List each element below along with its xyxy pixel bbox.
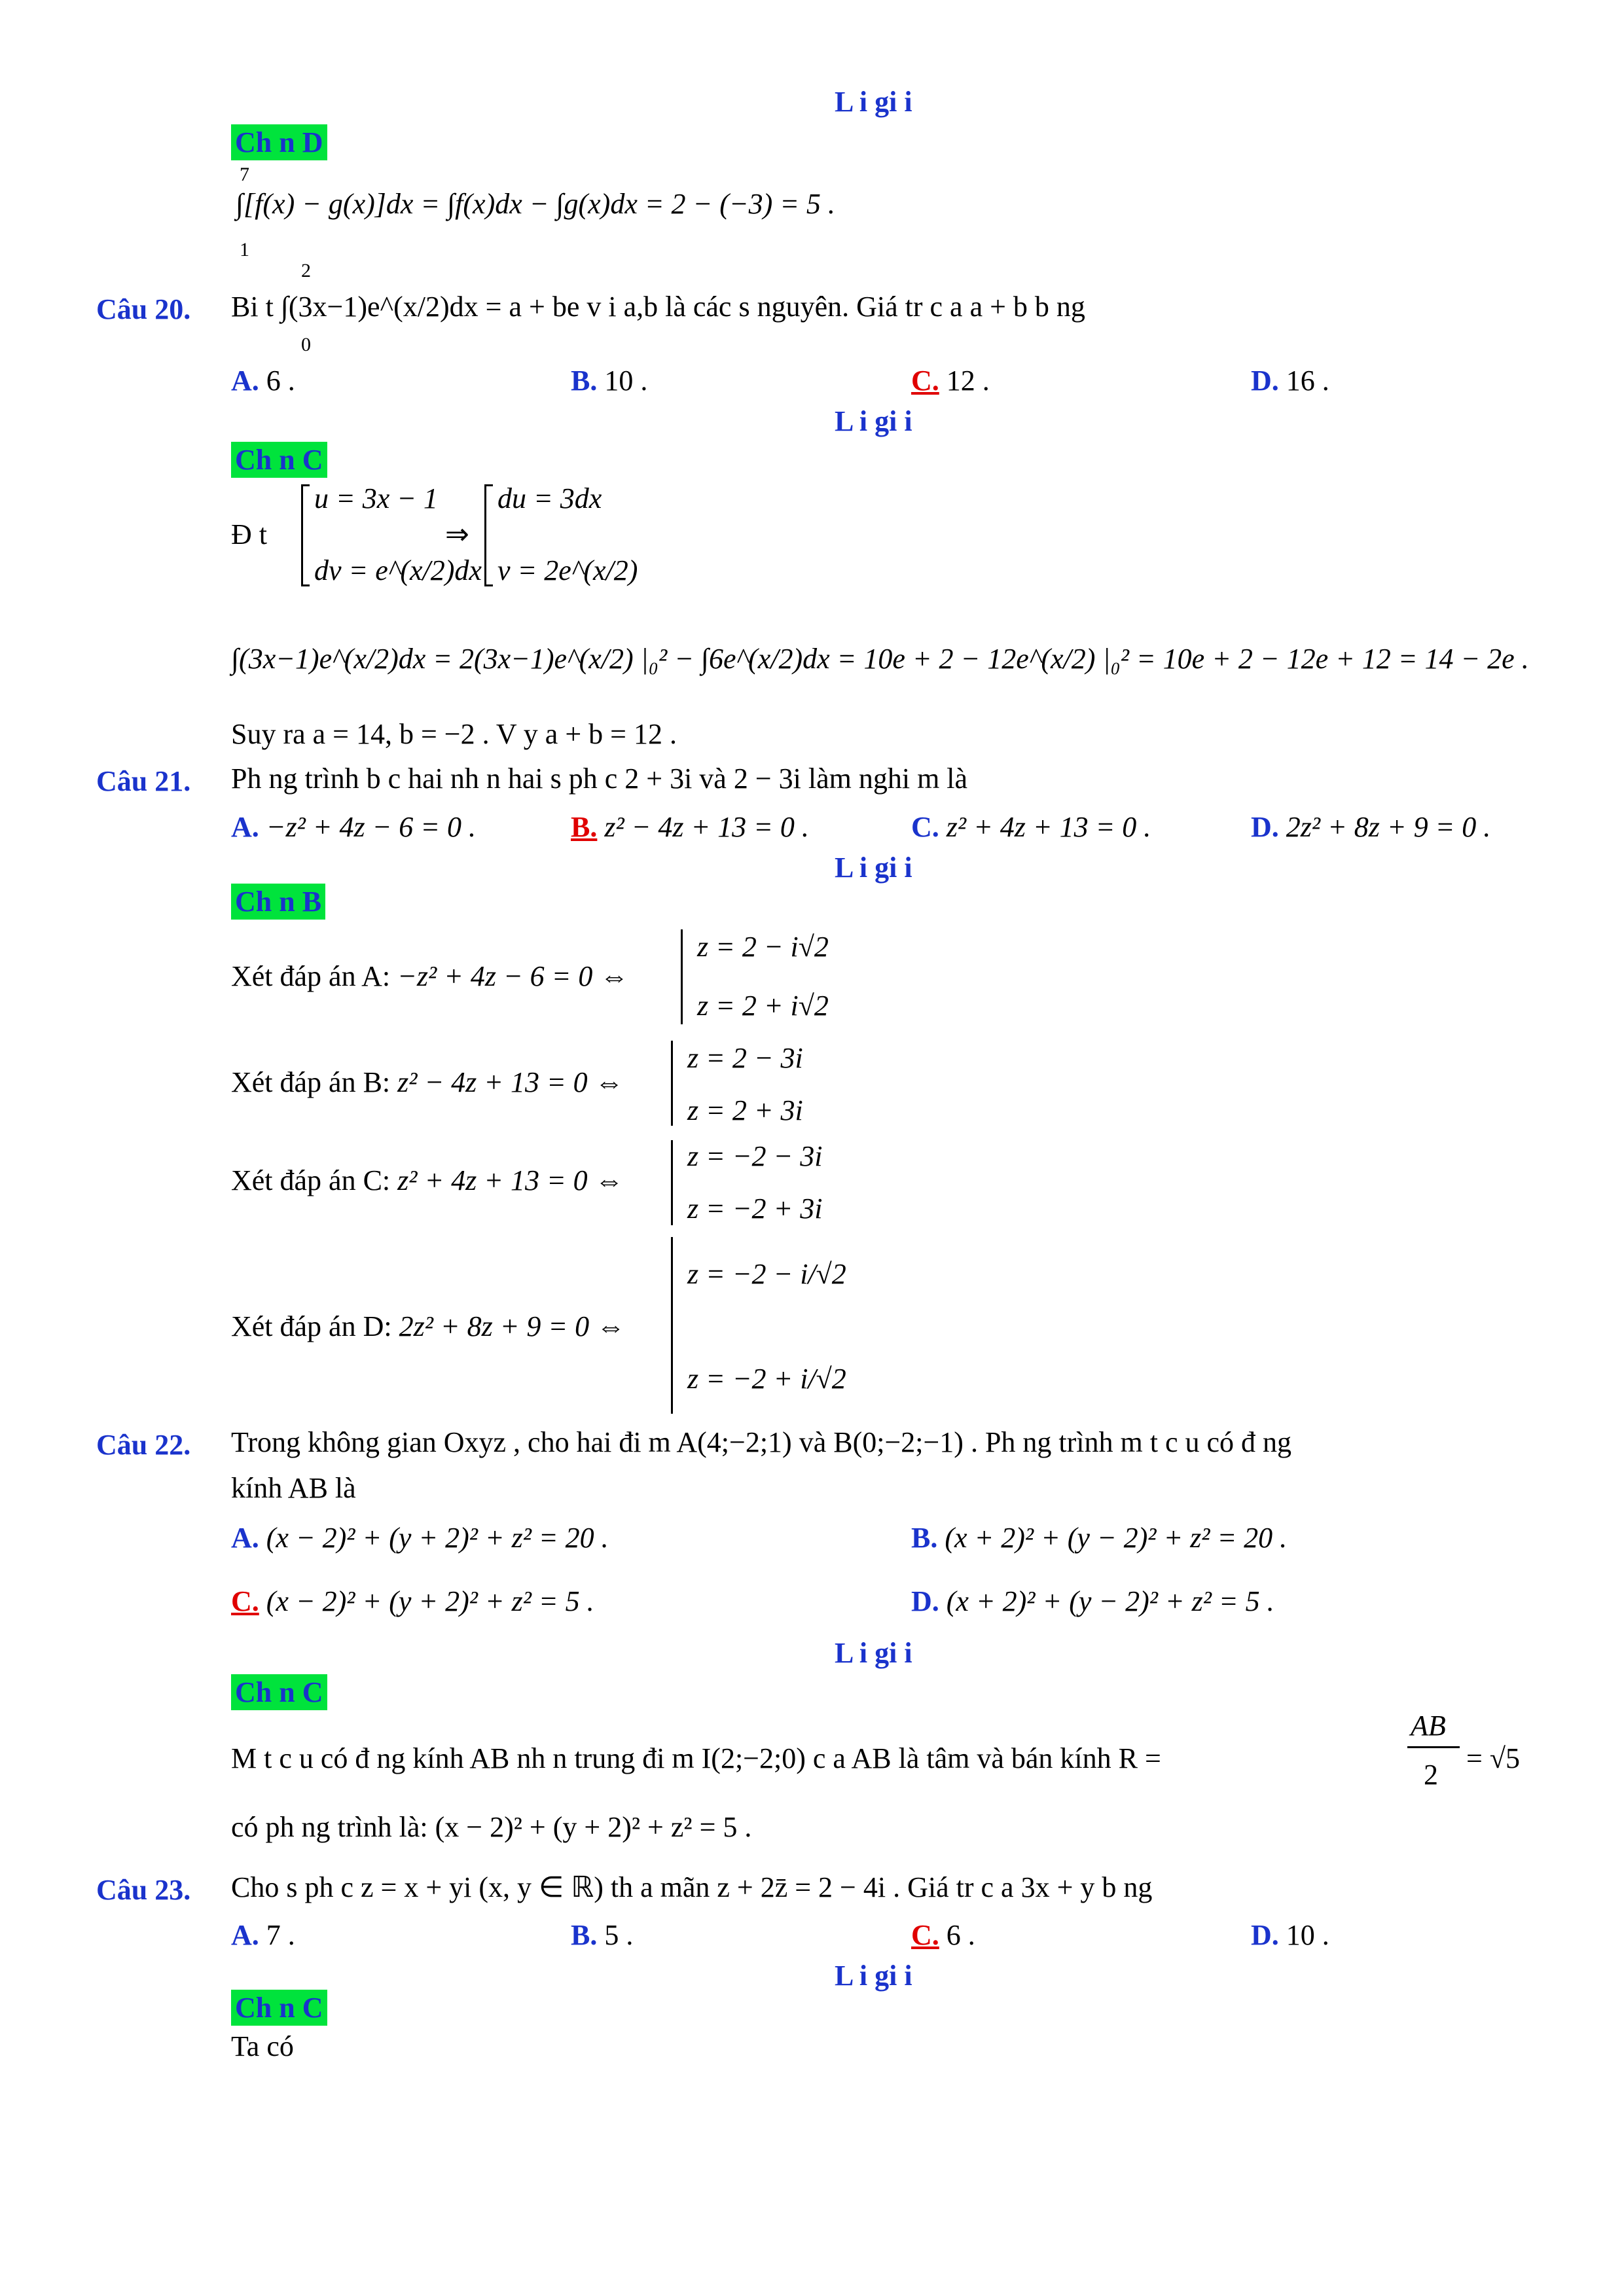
loi-giai-heading: L i gi i	[835, 405, 912, 437]
integral-lower-limit: 0	[301, 334, 311, 355]
fraction-numerator: AB	[1411, 1710, 1446, 1742]
answer-badge: Ch n C	[231, 1990, 327, 2026]
loi-giai-heading: L i gi i	[835, 86, 912, 118]
check-line	[231, 962, 628, 991]
option-letter: B.	[571, 1919, 598, 1951]
loi-giai-heading: L i gi i	[835, 1960, 912, 1992]
option-letter-correct: B.	[571, 811, 598, 843]
option-c[interactable]	[911, 367, 990, 395]
root: z = 2 + i√2	[697, 990, 829, 1022]
option-value: (x − 2)² + (y + 2)² + z² = 5 .	[266, 1585, 594, 1617]
question-stem: Cho s ph c z = x + yi (x, y ∈ ℝ) th a mãn z + 2z̄ = 2 − 4i . Giá tr c a 3x + y b ng	[231, 1871, 1153, 1903]
system-brace	[301, 484, 310, 586]
option-value: 6 .	[266, 365, 295, 397]
system-line: dv = e^(x/2)dx	[314, 554, 482, 586]
option-value: 2z² + 8z + 9 = 0 .	[1286, 811, 1491, 843]
question-label: Câu 23.	[96, 1874, 191, 1906]
option-letter: C.	[911, 811, 939, 843]
option-value: 12 .	[946, 365, 990, 397]
check-lead: Xét đáp án B:	[231, 1066, 391, 1098]
root: z = 2 − 3i	[687, 1042, 803, 1074]
option-letter: A.	[231, 811, 259, 843]
question-stem: Ph ng trình b c hai nh n hai s ph c 2 + 3i và 2 − 3i làm nghi m là	[231, 762, 968, 795]
integral-upper-limit: 7	[240, 164, 249, 185]
option-d[interactable]	[1251, 813, 1490, 842]
option-b[interactable]	[571, 1921, 633, 1950]
answer-badge: Ch n C	[231, 442, 327, 478]
option-a[interactable]	[231, 1524, 609, 1552]
check-lead: Xét đáp án A:	[231, 960, 391, 992]
option-letter: D.	[1251, 1919, 1279, 1951]
system-line: u = 3x − 1	[314, 482, 438, 514]
option-a[interactable]	[231, 1921, 295, 1950]
question-stem-continued: kính AB là	[231, 1472, 356, 1504]
fraction-bar	[1407, 1746, 1460, 1748]
check-lead: Xét đáp án D:	[231, 1310, 392, 1342]
integral-lower-limit: 1	[240, 239, 249, 260]
solution-line: có ph ng trình là: (x − 2)² + (y + 2)² + z² = 5 .	[231, 1811, 752, 1843]
option-letter: B.	[571, 365, 598, 397]
fraction-denominator: 2	[1424, 1759, 1438, 1791]
option-value: 10 .	[604, 365, 648, 397]
loi-giai-heading: L i gi i	[835, 852, 912, 884]
option-value: z² − 4z + 13 = 0 .	[604, 811, 809, 843]
option-a[interactable]	[231, 813, 476, 842]
question-label: Câu 22.	[96, 1429, 191, 1461]
root: z = −2 − 3i	[687, 1140, 823, 1172]
option-letter: A.	[231, 365, 259, 397]
implies-arrow: ⇒	[445, 518, 469, 550]
check-equation: z² − 4z + 13 = 0 ⇔	[397, 1066, 624, 1098]
option-value: (x + 2)² + (y − 2)² + z² = 5 .	[946, 1585, 1274, 1617]
loi-giai-heading: L i gi i	[835, 1637, 912, 1669]
q19-solution-equation: ∫[f(x) − g(x)]dx = ∫f(x)dx − ∫g(x)dx = 2 − (−3) = 5 .	[236, 188, 835, 220]
option-value: z² + 4z + 13 = 0 .	[946, 811, 1151, 843]
case-bracket	[671, 1237, 673, 1414]
option-value: 10 .	[1286, 1919, 1329, 1951]
integral-upper-limit: 2	[301, 260, 311, 281]
check-line	[231, 1312, 625, 1341]
root: z = 2 + 3i	[687, 1094, 803, 1126]
answer-badge: Ch n D	[231, 124, 327, 160]
fraction-result: = √5	[1466, 1742, 1520, 1774]
option-a[interactable]	[231, 367, 295, 395]
check-line	[231, 1166, 624, 1195]
option-c[interactable]	[911, 1921, 975, 1950]
option-letter-correct: C.	[911, 1919, 939, 1951]
option-b[interactable]	[571, 813, 809, 842]
option-c[interactable]	[231, 1587, 594, 1616]
option-letter-correct: C.	[231, 1585, 259, 1617]
question-label: Câu 20.	[96, 293, 191, 325]
answer-badge: Ch n C	[231, 1674, 327, 1710]
option-value: 6 .	[946, 1919, 975, 1951]
option-letter: D.	[1251, 365, 1279, 397]
root: z = 2 − i√2	[697, 931, 829, 963]
root: z = −2 − i/√2	[687, 1258, 846, 1290]
check-equation: −z² + 4z − 6 = 0 ⇔	[397, 960, 629, 992]
case-bracket	[671, 1041, 673, 1126]
option-letter: A.	[231, 1522, 259, 1554]
root: z = −2 + i/√2	[687, 1363, 846, 1395]
option-letter: A.	[231, 1919, 259, 1951]
option-c[interactable]	[911, 813, 1151, 842]
solution-line: M t c u có đ ng kính AB nh n trung đi m I(2;−2;0) c a AB là tâm và bán kính R =	[231, 1742, 1161, 1774]
option-b[interactable]	[911, 1524, 1287, 1552]
option-d[interactable]	[911, 1587, 1274, 1616]
integration-by-parts-line: ∫(3x−1)e^(x/2)dx = 2(3x−1)e^(x/2) |₀² − ∫6e^(x/2)dx = 10e + 2 − 12e^(x/2) |₀² = 10e + 2 − 12e + 12 = 14 − 2e .	[231, 643, 1529, 675]
question-label: Câu 21.	[96, 765, 191, 797]
question-stem: Bi t ∫(3x−1)e^(x/2)dx = a + be v i a,b là các s nguyên. Giá tr c a a + b b ng	[231, 291, 1085, 323]
case-bracket	[671, 1140, 673, 1225]
check-lead: Xét đáp án C:	[231, 1164, 391, 1196]
option-value: (x − 2)² + (y + 2)² + z² = 20 .	[266, 1522, 609, 1554]
case-bracket	[681, 929, 683, 1024]
check-line	[231, 1068, 624, 1097]
option-value: (x + 2)² + (y − 2)² + z² = 20 .	[945, 1522, 1288, 1554]
option-letter-correct: C.	[911, 365, 939, 397]
system-line: du = 3dx	[497, 482, 602, 514]
option-d[interactable]	[1251, 367, 1329, 395]
option-value: 16 .	[1286, 365, 1329, 397]
option-letter: D.	[911, 1585, 939, 1617]
system-line: v = 2e^(x/2)	[497, 554, 638, 586]
option-d[interactable]	[1251, 1921, 1329, 1950]
option-value: −z² + 4z − 6 = 0 .	[266, 811, 476, 843]
solution-start: Ta có	[231, 2030, 294, 2062]
question-stem: Trong không gian Oxyz , cho hai đi m A(4;−2;1) và B(0;−2;−1) . Ph ng trình m t c u có đ ng	[231, 1426, 1292, 1458]
substitution-label: Đ t	[231, 518, 267, 550]
option-value: 5 .	[604, 1919, 634, 1951]
option-b[interactable]	[571, 367, 647, 395]
system-brace	[484, 484, 493, 586]
answer-badge: Ch n B	[231, 884, 325, 920]
check-equation: 2z² + 8z + 9 = 0 ⇔	[399, 1310, 626, 1342]
option-letter: B.	[911, 1522, 938, 1554]
check-equation: z² + 4z + 13 = 0 ⇔	[397, 1164, 624, 1196]
option-letter: D.	[1251, 811, 1279, 843]
conclusion: Suy ra a = 14, b = −2 . V y a + b = 12 .	[231, 718, 677, 750]
root: z = −2 + 3i	[687, 1193, 823, 1225]
option-value: 7 .	[266, 1919, 295, 1951]
